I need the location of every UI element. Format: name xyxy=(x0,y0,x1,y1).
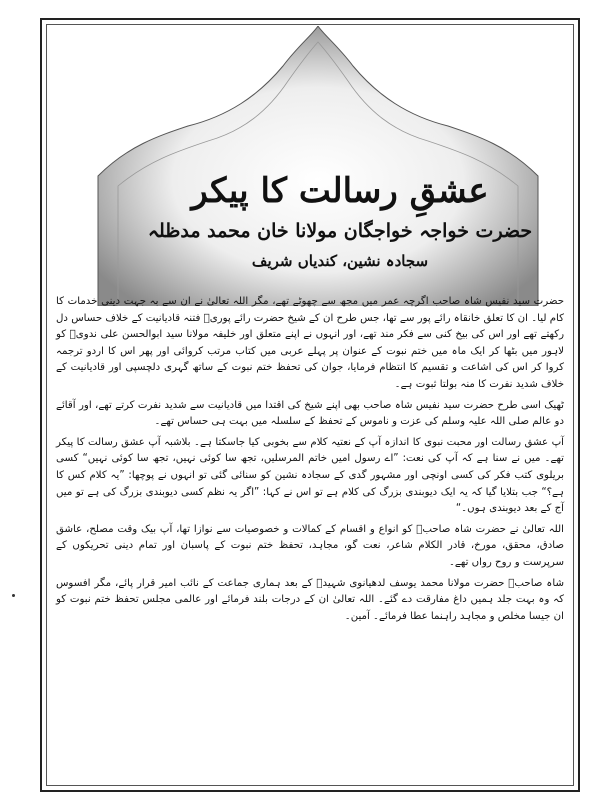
article-body xyxy=(56,294,564,629)
paragraph: شاہ صاحبؒ حضرت مولانا محمد یوسف لدھیانوی شہیدؒ کے بعد ہماری جماعت کے نائب امیر قرار پائے، مگر افسوس کہ وہ بہت جلد ہمیں داغ مفارقت دے گئے۔ اللہ تعالیٰ ان کے درجات بلند فرمائے اور عالمی مجلس تحفظ ختم نبوت کو ان جیسا مخلص و مجاہد راہنما عطا فرمائے۔ آمین۔ xyxy=(56,577,564,622)
paragraph: ٹھیک اسی طرح حضرت سید نفیس شاہ صاحب بھی اپنے شیخ کی اقتدا میں قادیانیت سے شدید نفرت کرتے تھے، اور آقائے دو عالم صلی اللہ علیہ وسلم کی عزت و ناموس کے تحفظ کے سلسلہ میں بہت ہی حساس تھے۔ xyxy=(56,399,564,428)
page-subtitle: حضرت خواجہ خواجگان مولانا خان محمد مدظلہ xyxy=(147,220,533,242)
paragraph: اللہ تعالیٰ نے حضرت شاہ صاحبؒ کو انواع و اقسام کے کمالات و خصوصیات سے نوازا تھا، آپ بیک وقت مصلح، عاشق صادق، محقق، مورخ، قادر الکلام شاعر، نعت گو، مجاہد، تحفظ ختم نبوت کے پاسبان اور تمام دینی تحریکوں کے سرپرست و روح رواں تھے۔ xyxy=(56,523,564,568)
paragraph: حضرت سید نفیس شاہ صاحب اگرچہ عمر میں مجھ سے چھوٹے تھے، مگر اللہ تعالیٰ نے ان سے بہ جہت دینی خدمات کا کام لیا۔ ان کا تعلق خانقاہ رائے پور سے تھا، جس طرح ان کے شیخ حضرت رائے پوریؒ فتنہ قادیانیت کے خلاف حساس دل رکھتے تھے اور اس کی بیخ کنی سے فکر مند تھے، اور انہوں نے اپنے متعلق اور خلیفہ مولانا سید ابوالحسن علی ندویؒ کو لاہور میں بٹھا کر ایک ماہ میں ختم نبوت کے عنوان پر پہلے عربی میں کتاب مرتب کروائی اور پھر اس کا اردو ترجمہ کروا کر اس کی اشاعت و تقسیم کا انتظام فرمایا، جوان کی تحفظ ختم نبوت کے ساتھ گہری دلچسپی اور قادیانیت کے خلاف شدید نفرت کا منہ بولتا ثبوت ہے۔ xyxy=(56,296,564,390)
page-title: عشقِ رسالت کا پیکر xyxy=(191,171,489,211)
margin-dot xyxy=(12,594,15,597)
page-subsubtitle: سجادہ نشین، کندیاں شریف xyxy=(251,252,429,270)
header xyxy=(120,170,560,272)
paragraph: آپ عشق رسالت اور محبت نبوی کا اندازہ آپ کے نعتیہ کلام سے بخوبی کیا جاسکتا ہے۔ بلاشبہ آپ عشق رسالت کا پیکر تھے۔ میں نے سنا ہے کہ آپ کی نعت: ”اے رسول امیں خاتم المرسلیں، تجھ سا کوئی نہیں، تجھ سا کوئی نہیں“ کسی بریلوی کتب فکر کی کسی اونچی اور مشہور گدی کے سجادہ نشین کو سنائی گئی تو انہوں نے پوچھا: ”یہ کلام کس کا ہے؟“ جب بتلایا گیا کہ یہ ایک دیوبندی بزرگ کی کلام ہے تو اس نے کہا: ”اگر یہ نظم کسی دیوبندی بزرگ کی ہے تو میں آج کے بعد دیوبندی ہوں۔“ xyxy=(56,436,564,515)
